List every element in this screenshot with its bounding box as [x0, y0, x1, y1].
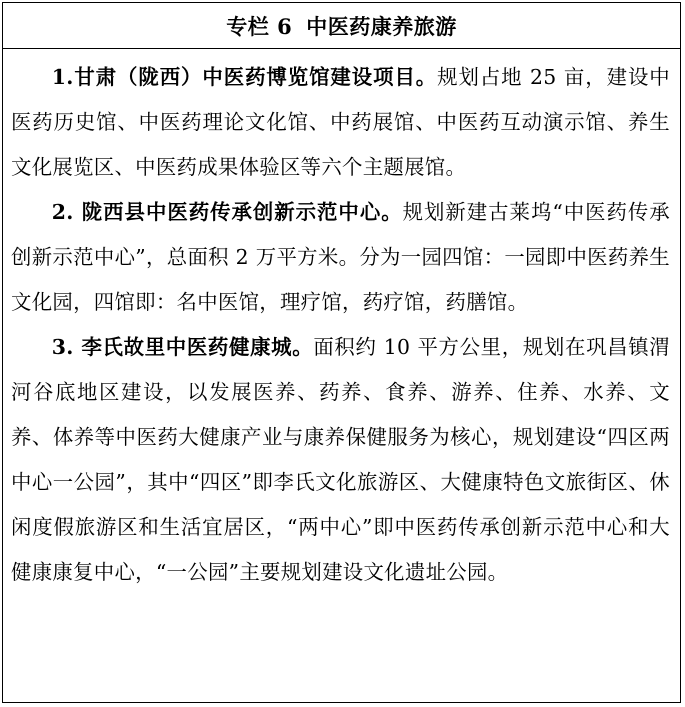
box-title-row	[3, 3, 680, 49]
item-2-body: 规划新建古莱坞“中医药传承创新示范中心”，总面积 2 万平方米。分为一园四馆：一园即中医药养生文化园，四馆即：名中医馆，理疗馆，药疗馆，药膳馆。	[11, 200, 670, 314]
item-2	[11, 190, 670, 325]
item-2-heading: 2. 陇西县中医药传承创新示范中心。	[51, 200, 403, 224]
box-title-prefix: 专栏 6	[226, 13, 293, 39]
item-3-body: 面积约 10 平方公里，规划在巩昌镇渭河谷底地区建设，以发展医养、药养、食养、游养、住养、水养、文养、体养等中医药大健康产业与康养保健服务为核心，规划建设“四区两中心一公园”，其中“四区”即李氏文化旅游区、大健康特色文旅街区、休闲度假旅游区和生活宜居区，“两中心”即中医药传承创新示范中心和大健康康复中心，“一公园”主要规划建设文化遗址公园。	[11, 335, 670, 584]
item-1	[11, 55, 670, 190]
item-1-heading: 1.甘肃（陇西）中医药博览馆建设项目。	[51, 65, 438, 89]
column-box	[2, 2, 681, 703]
item-3	[11, 325, 670, 595]
item-1-body: 规划占地 25 亩，建设中医药历史馆、中医药理论文化馆、中药展馆、中医药互动演示馆、养生文化展览区、中医药成果体验区等六个主题展馆。	[11, 65, 670, 179]
box-title-main: 中医药康养旅游	[306, 13, 457, 39]
item-3-heading: 3. 李氏故里中医药健康城。	[51, 335, 314, 359]
box-title	[226, 11, 456, 41]
box-content	[3, 49, 680, 595]
